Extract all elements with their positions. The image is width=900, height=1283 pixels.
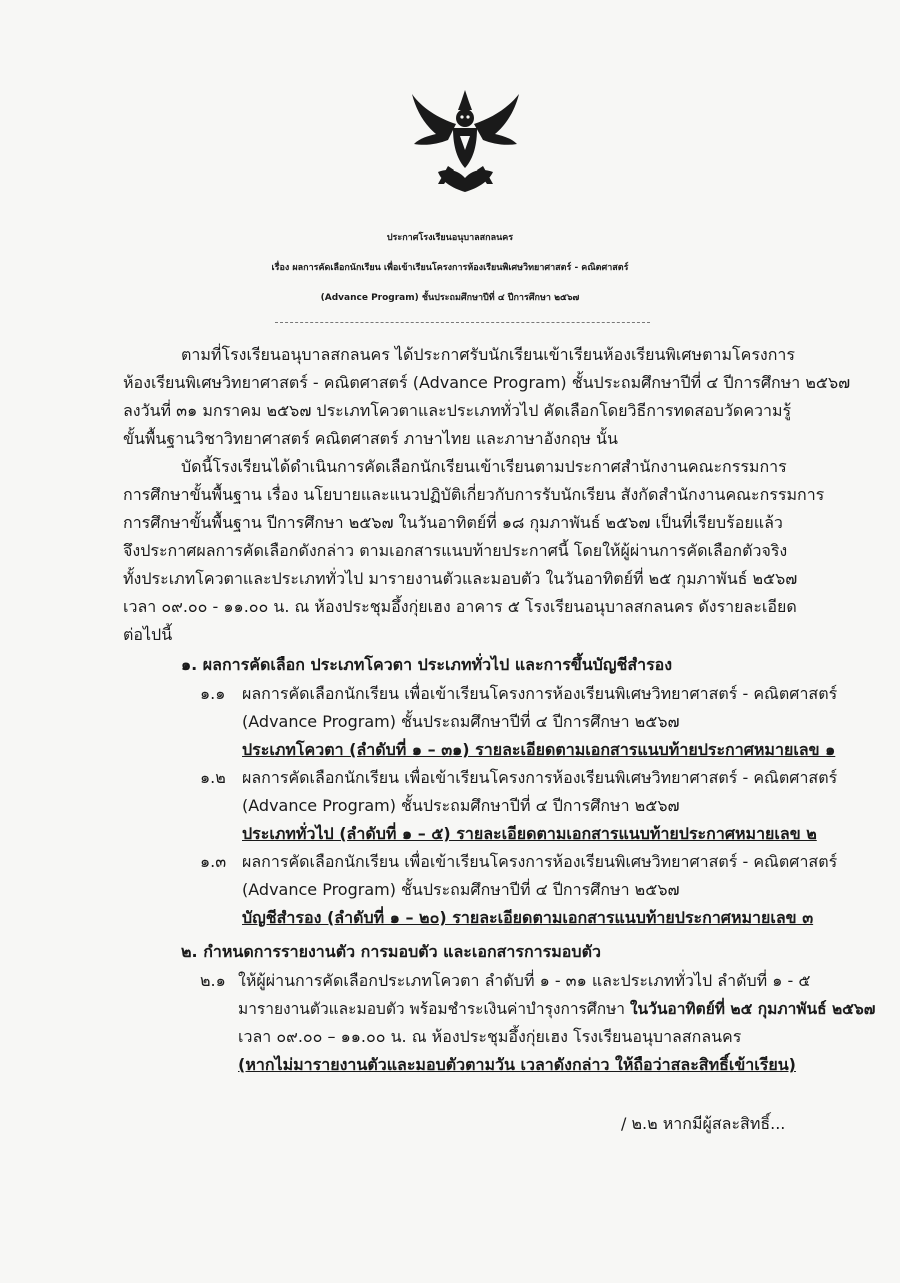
intro-line: ห้องเรียนพิเศษวิทยาศาสตร์ - คณิตศาสตร์ (Advance Program) ชั้นประถมศึกษาปีที่ ๔ ปีการศึกษา ๒๕๖๗	[123, 373, 851, 392]
section-1-heading: ๑. ผลการคัดเลือก ประเภทโควตา ประเภททั่วไป และการขึ้นบัญชีสำรอง	[181, 655, 673, 674]
item-detail-reference: บัญชีสำรอง (ลำดับที่ ๑ – ๒๐) รายละเอียดตามเอกสารแนบท้ายประกาศหมายเลข ๓	[242, 908, 814, 927]
item-line: ผลการคัดเลือกนักเรียน เพื่อเข้าเรียนโครงการห้องเรียนพิเศษวิทยาศาสตร์ - คณิตศาสตร์	[242, 684, 838, 703]
intro-line: บัดนี้โรงเรียนได้ดำเนินการคัดเลือกนักเรียนเข้าเรียนตามประกาศสำนักงานคณะกรรมการ	[181, 457, 787, 476]
item-number: ๒.๑	[200, 971, 226, 990]
announcement-title: ประกาศโรงเรียนอนุบาลสกลนคร	[386, 233, 514, 243]
garuda-emblem-icon	[408, 88, 523, 200]
intro-line: ทั้งประเภทโควตาและประเภททั่วไป มารายงานตัวและมอบตัว ในวันอาทิตย์ที่ ๒๕ กุมภาพันธ์ ๒๕๖๗	[123, 569, 798, 588]
item-line: ให้ผู้ผ่านการคัดเลือกประเภทโควตา ลำดับที่ ๑ - ๓๑ และประเภททั่วไป ลำดับที่ ๑ - ๕	[238, 971, 811, 990]
intro-line: ขั้นพื้นฐานวิชาวิทยาศาสตร์ คณิตศาสตร์ ภาษาไทย และภาษาอังกฤษ นั้น	[123, 429, 618, 448]
intro-line: ลงวันที่ ๓๑ มกราคม ๒๕๖๗ ประเภทโควตาและประเภททั่วไป คัดเลือกโดยวิธีการทดสอบวัดความรู้	[123, 401, 792, 420]
item-detail-reference: ประเภทโควตา (ลำดับที่ ๑ – ๓๑) รายละเอียดตามเอกสารแนบท้ายประกาศหมายเลข ๑	[242, 740, 836, 759]
item-line: เวลา ๐๙.๐๐ – ๑๑.๐๐ น. ณ ห้องประชุมอึ้งกุ่ยเฮง โรงเรียนอนุบาลสกลนคร	[238, 1027, 742, 1046]
divider	[275, 322, 650, 323]
intro-line: จึงประกาศผลการคัดเลือกดังกล่าว ตามเอกสารแนบท้ายประกาศนี้ โดยให้ผู้ผ่านการคัดเลือกตัวจริง	[123, 541, 788, 560]
item-line: (Advance Program) ชั้นประถมศึกษาปีที่ ๔ ปีการศึกษา ๒๕๖๗	[242, 796, 680, 815]
item-number: ๑.๓	[200, 852, 227, 871]
report-date: ในวันอาทิตย์ที่ ๒๕ กุมภาพันธ์ ๒๕๖๗	[629, 1000, 876, 1018]
forfeit-notice: (หากไม่มารายงานตัวและมอบตัวตามวัน เวลาดังกล่าว ให้ถือว่าสละสิทธิ์เข้าเรียน)	[238, 1055, 796, 1074]
item-line: (Advance Program) ชั้นประถมศึกษาปีที่ ๔ ปีการศึกษา ๒๕๖๗	[242, 712, 680, 731]
item-number: ๑.๑	[200, 684, 226, 703]
item-number: ๑.๒	[200, 768, 226, 787]
item-line	[238, 995, 875, 1023]
item-line: ผลการคัดเลือกนักเรียน เพื่อเข้าเรียนโครงการห้องเรียนพิเศษวิทยาศาสตร์ - คณิตศาสตร์	[242, 768, 838, 787]
intro-line: ตามที่โรงเรียนอนุบาลสกลนคร ได้ประกาศรับนักเรียนเข้าเรียนห้องเรียนพิเศษตามโครงการ	[181, 345, 795, 364]
item-line: ผลการคัดเลือกนักเรียน เพื่อเข้าเรียนโครงการห้องเรียนพิเศษวิทยาศาสตร์ - คณิตศาสตร์	[242, 852, 838, 871]
announcement-subject-cont: (Advance Program) ชั้นประถมศึกษาปีที่ ๔ ปีการศึกษา ๒๕๖๗	[320, 293, 580, 303]
announcement-subject: เรื่อง ผลการคัดเลือกนักเรียน เพื่อเข้าเรียนโครงการห้องเรียนพิเศษวิทยาศาสตร์ - คณิตศาสตร์	[271, 263, 629, 273]
item-line: (Advance Program) ชั้นประถมศึกษาปีที่ ๔ ปีการศึกษา ๒๕๖๗	[242, 880, 680, 899]
intro-line: เวลา ๐๙.๐๐ - ๑๑.๐๐ น. ณ ห้องประชุมอึ้งกุ่ยเฮง อาคาร ๕ โรงเรียนอนุบาลสกลนคร ดังรายละเอียด	[123, 597, 797, 616]
intro-line: การศึกษาขั้นพื้นฐาน ปีการศึกษา ๒๕๖๗ ในวันอาทิตย์ที่ ๑๘ กุมภาพันธ์ ๒๕๖๗ เป็นที่เรียบร้อยแล้ว	[123, 513, 783, 532]
report-instruction: มารายงานตัวและมอบตัว พร้อมชำระเงินค่าบำรุงการศึกษา	[238, 1000, 626, 1018]
section-2-heading: ๒. กำหนดการรายงานตัว การมอบตัว และเอกสารการมอบตัว	[181, 942, 601, 961]
intro-line: ต่อไปนี้	[123, 625, 173, 644]
continuation-note: / ๒.๒ หากมีผู้สละสิทธิ์...	[621, 1114, 786, 1133]
intro-line: การศึกษาขั้นพื้นฐาน เรื่อง นโยบายและแนวปฏิบัติเกี่ยวกับการรับนักเรียน สังกัดสำนักงานคณะกรรมการ	[123, 485, 825, 504]
item-detail-reference: ประเภททั่วไป (ลำดับที่ ๑ – ๕) รายละเอียดตามเอกสารแนบท้ายประกาศหมายเลข ๒	[242, 824, 817, 843]
